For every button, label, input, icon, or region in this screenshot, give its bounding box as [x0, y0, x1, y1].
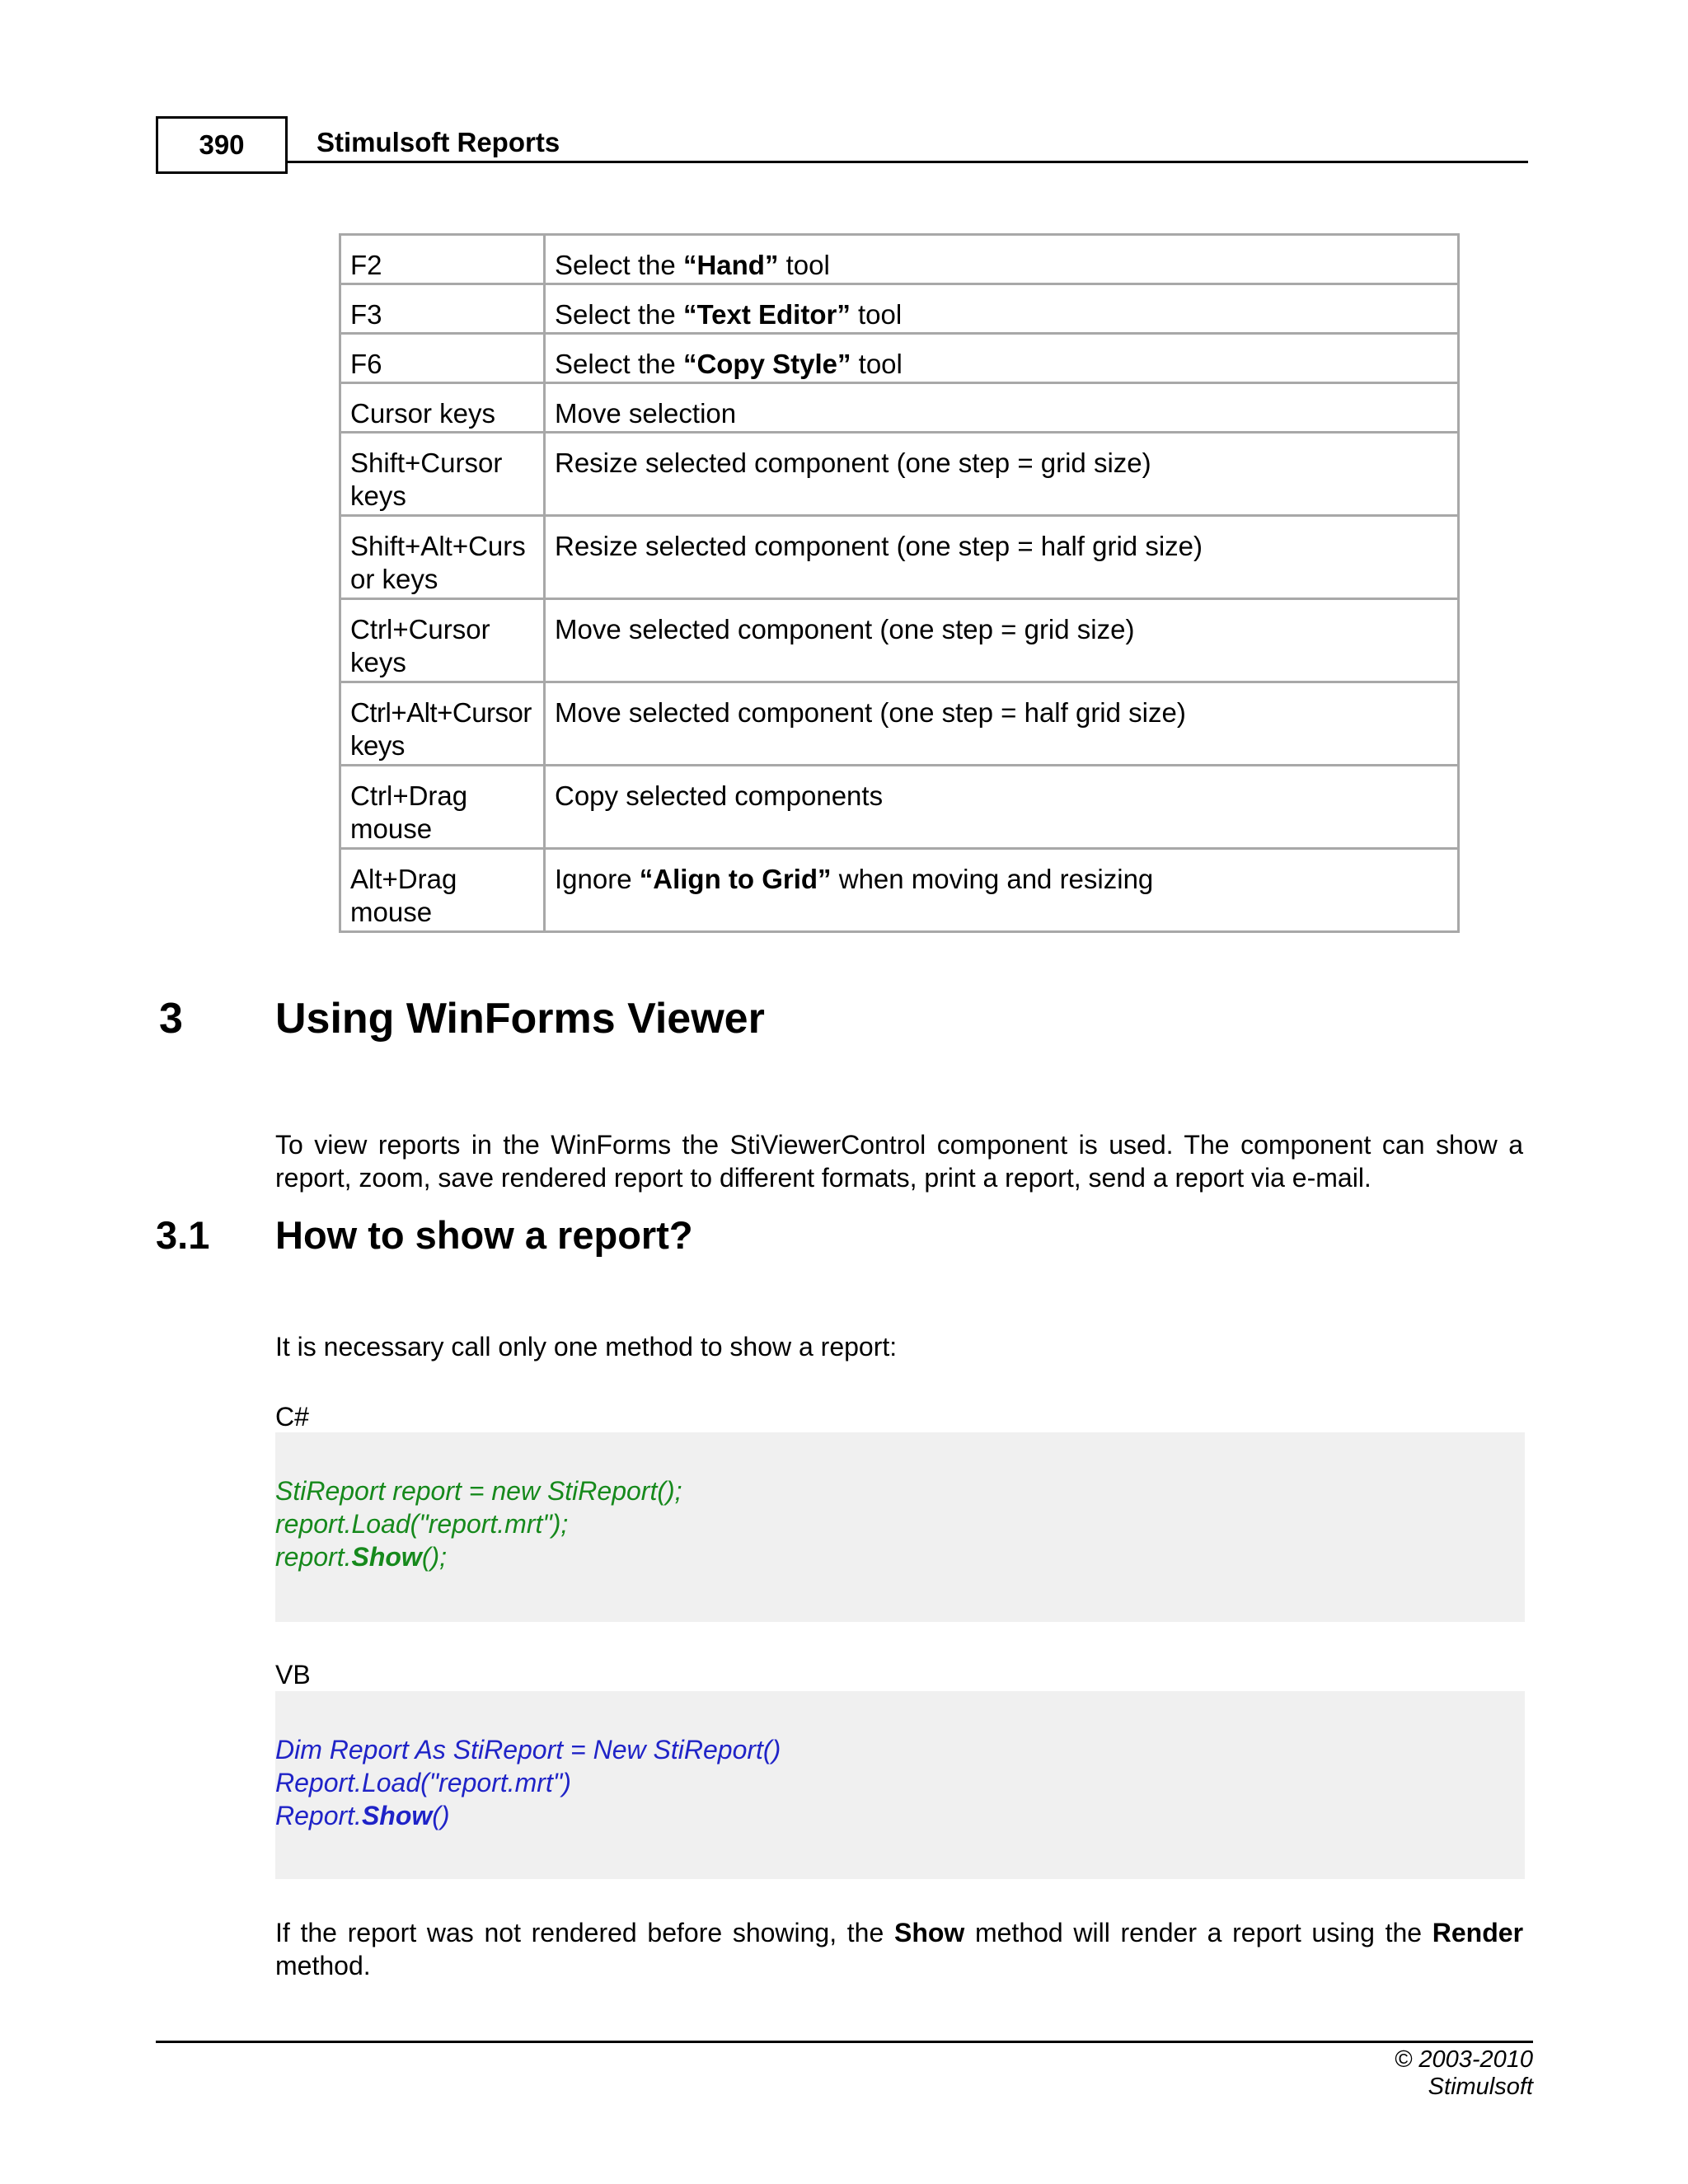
footer-copyright: © 2003-2010 Stimulsoft [1394, 2046, 1533, 2100]
outro-paragraph: If the report was not rendered before showing, the Show method will render a report using the Render method. [275, 1918, 1524, 1980]
table-row [340, 334, 1459, 383]
lead-paragraph: It is necessary call only one method to show a report: [275, 1332, 898, 1361]
shortcut-key: F3 [340, 284, 545, 334]
table-row [340, 235, 1459, 284]
vb-label: VB [275, 1660, 311, 1690]
shortcut-description: Ignore “Align to Grid” when moving and resizing [545, 849, 1459, 932]
section-title: Using WinForms Viewer [275, 995, 765, 1043]
shortcut-table [339, 233, 1460, 933]
vb-code-block [275, 1691, 1525, 1879]
shortcut-key: Ctrl+Alt+Cursor keys [340, 682, 545, 766]
shortcut-description: Move selection [545, 383, 1459, 433]
shortcut-description: Resize selected component (one step = grid size) [545, 433, 1459, 516]
table-row [340, 766, 1459, 849]
code-line: Dim Report As StiReport = New StiReport() [275, 1735, 781, 1765]
shortcut-description: Select the “Copy Style” tool [545, 334, 1459, 383]
shortcut-description: Copy selected components [545, 766, 1459, 849]
shortcut-key: Ctrl+Cursor keys [340, 599, 545, 682]
code-line: report.Load("report.mrt"); [275, 1509, 569, 1539]
shortcut-key: Cursor keys [340, 383, 545, 433]
section-number: 3 [159, 995, 183, 1043]
shortcut-key: F2 [340, 235, 545, 284]
shortcut-description: Move selected component (one step = half grid size) [545, 682, 1459, 766]
code-line: report.Show(); [275, 1542, 448, 1572]
shortcut-key: Alt+Drag mouse [340, 849, 545, 932]
code-line: Report.Load("report.mrt") [275, 1768, 571, 1797]
shortcut-description: Resize selected component (one step = half grid size) [545, 516, 1459, 599]
shortcut-key: Shift+Alt+Cursor keys [340, 516, 545, 599]
csharp-label: C# [275, 1402, 309, 1432]
subsection-title: How to show a report? [275, 1213, 693, 1257]
shortcut-key: F6 [340, 334, 545, 383]
intro-paragraph: To view reports in the WinForms the StiViewerControl component is used. The component can show a report, zoom, save rendered report to different formats, print a report, send a report via e-mail. [275, 1130, 1523, 1193]
shortcut-description: Select the “Text Editor” tool [545, 284, 1459, 334]
table-row [340, 284, 1459, 334]
footer-rule [156, 2041, 1533, 2043]
table-row [340, 383, 1459, 433]
table-row [340, 516, 1459, 599]
table-row [340, 682, 1459, 766]
header-title: Stimulsoft Reports [316, 127, 560, 157]
subsection-number: 3.1 [156, 1213, 210, 1257]
shortcut-description: Select the “Hand” tool [545, 235, 1459, 284]
table-row [340, 599, 1459, 682]
csharp-code-block [275, 1432, 1525, 1622]
page-number: 390 [156, 116, 288, 174]
table-row [340, 849, 1459, 932]
shortcut-key: Ctrl+Drag mouse [340, 766, 545, 849]
shortcut-description: Move selected component (one step = grid size) [545, 599, 1459, 682]
shortcut-key: Shift+Cursor keys [340, 433, 545, 516]
code-line: Report.Show() [275, 1801, 450, 1830]
code-line: StiReport report = new StiReport(); [275, 1476, 682, 1506]
table-row [340, 433, 1459, 516]
header-rule [288, 161, 1528, 163]
